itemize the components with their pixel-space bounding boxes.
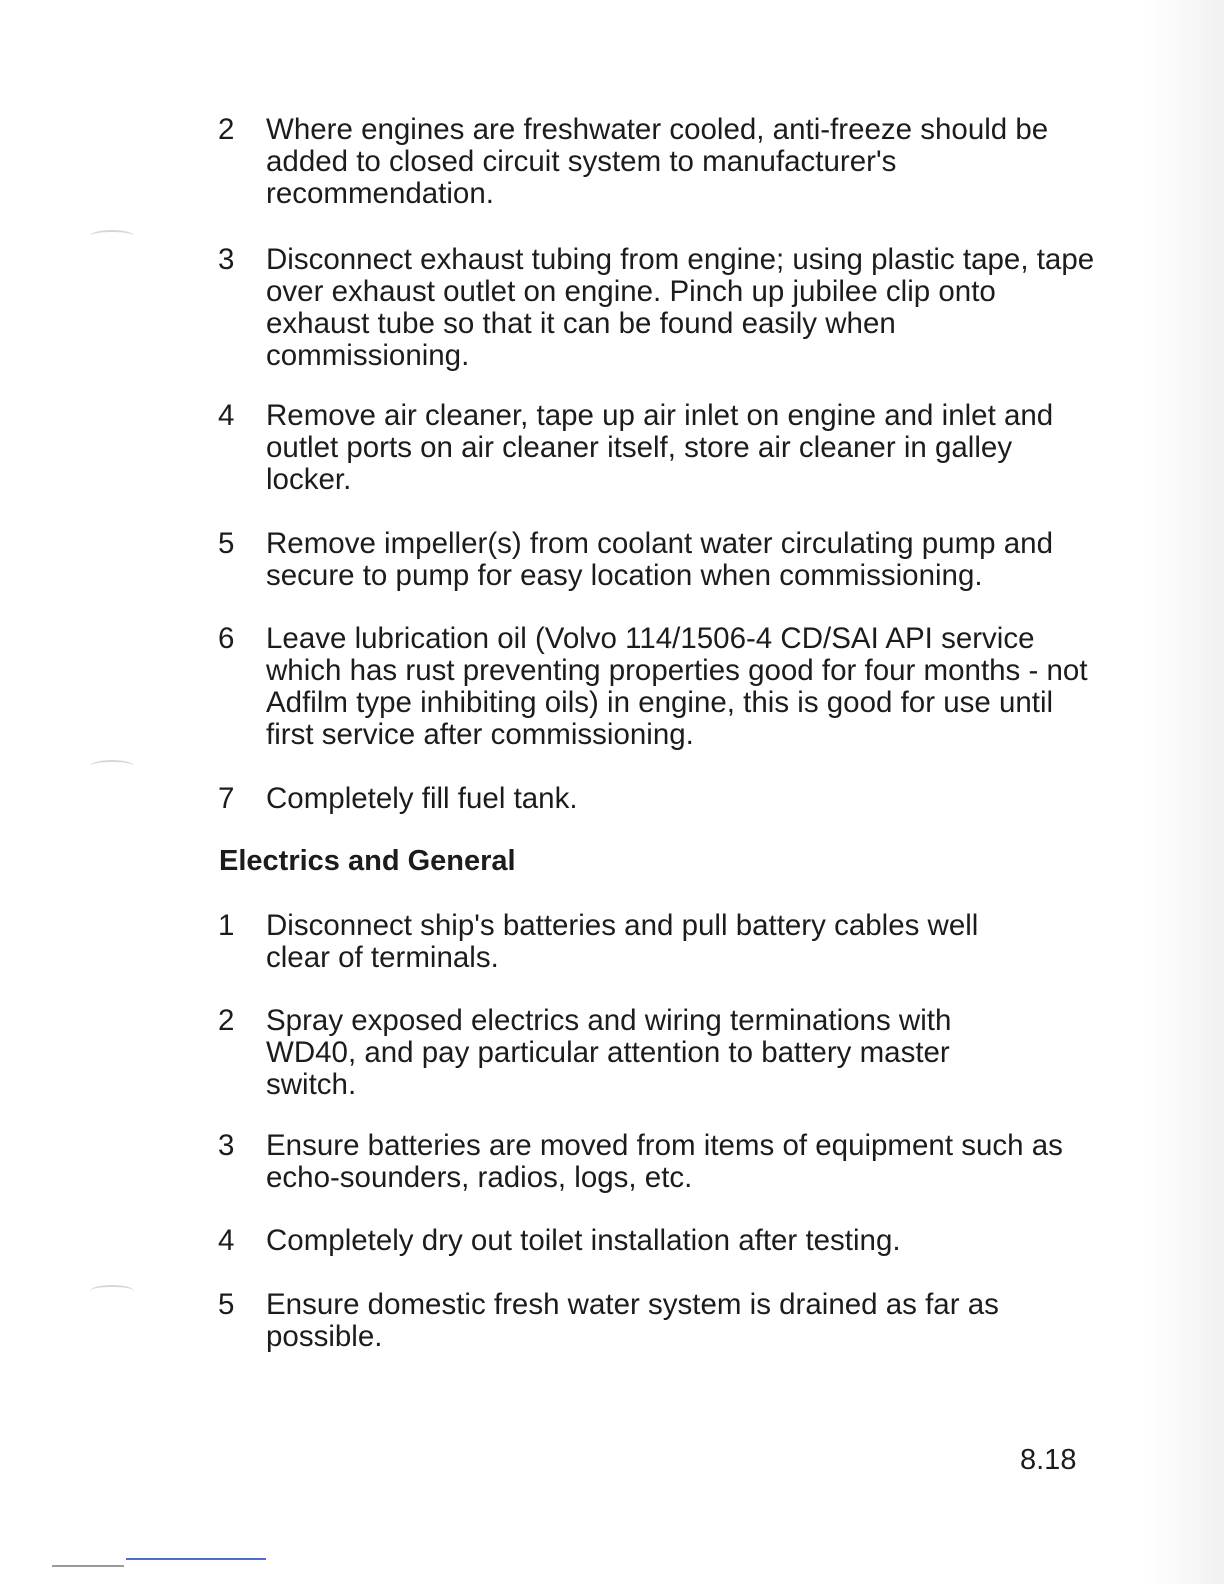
page-number: 8.18 xyxy=(1020,1444,1077,1476)
item-text: Ensure domestic fresh water system is drained as far as possible. xyxy=(266,1288,999,1353)
section-heading: Electrics and General xyxy=(219,845,516,877)
bottom-rule-blue xyxy=(126,1558,266,1560)
item-number: 7 xyxy=(218,782,235,815)
item-text: Ensure batteries are moved from items of equipment such as echo-sounders, radios, logs, etc. xyxy=(266,1129,1063,1194)
item-text: Remove impeller(s) from coolant water circulating pump and secure to pump for easy location when commissioning. xyxy=(266,527,1053,592)
item-number: 2 xyxy=(218,1004,235,1037)
item-text: Leave lubrication oil (Volvo 114/1506-4 CD/SAI API service which has rust preventing properties good for four months - not Adfilm type inhibiting oils) in engine, this is good for use until first service after commissioning. xyxy=(266,622,1088,751)
item-number: 5 xyxy=(218,527,235,560)
item-text: Completely fill fuel tank. xyxy=(266,782,578,815)
item-number: 3 xyxy=(218,243,235,276)
binder-hole-mark xyxy=(90,1285,134,1297)
item-number: 3 xyxy=(218,1129,235,1162)
item-text: Where engines are freshwater cooled, anti-freeze should be added to closed circuit system to manufacturer's recommendation. xyxy=(266,113,1049,210)
list-item xyxy=(218,1225,1118,1257)
list-item xyxy=(218,1130,1098,1194)
list-item xyxy=(218,244,1098,372)
list-item xyxy=(218,783,1118,815)
item-number: 1 xyxy=(218,909,235,942)
item-number: 4 xyxy=(218,399,235,432)
binder-hole-mark xyxy=(90,230,134,242)
list-item xyxy=(218,1005,1018,1101)
item-text: Completely dry out toilet installation after testing. xyxy=(266,1224,901,1257)
list-item xyxy=(218,910,1048,974)
item-text: Remove air cleaner, tape up air inlet on engine and inlet and outlet ports on air cleaner itself, store air cleaner in galley locker. xyxy=(266,399,1054,496)
list-item xyxy=(218,623,1098,751)
list-item xyxy=(218,1289,1068,1353)
list-item xyxy=(218,528,1108,592)
item-number: 6 xyxy=(218,622,235,655)
item-number: 4 xyxy=(218,1224,235,1257)
binder-hole-mark xyxy=(90,760,134,772)
page-edge-shadow xyxy=(1144,0,1224,1584)
item-text: Disconnect exhaust tubing from engine; using plastic tape, tape over exhaust outlet on engine. Pinch up jubilee clip onto exhaust tube so that it can be found easily when commissioning. xyxy=(266,243,1095,372)
list-item xyxy=(218,114,1068,210)
item-number: 5 xyxy=(218,1288,235,1321)
item-number: 2 xyxy=(218,113,235,146)
item-text: Spray exposed electrics and wiring terminations with WD40, and pay particular attention to battery master switch. xyxy=(266,1004,952,1101)
item-text: Disconnect ship's batteries and pull battery cables well clear of terminals. xyxy=(266,909,979,974)
bottom-rule xyxy=(52,1565,124,1567)
list-item xyxy=(218,400,1058,496)
